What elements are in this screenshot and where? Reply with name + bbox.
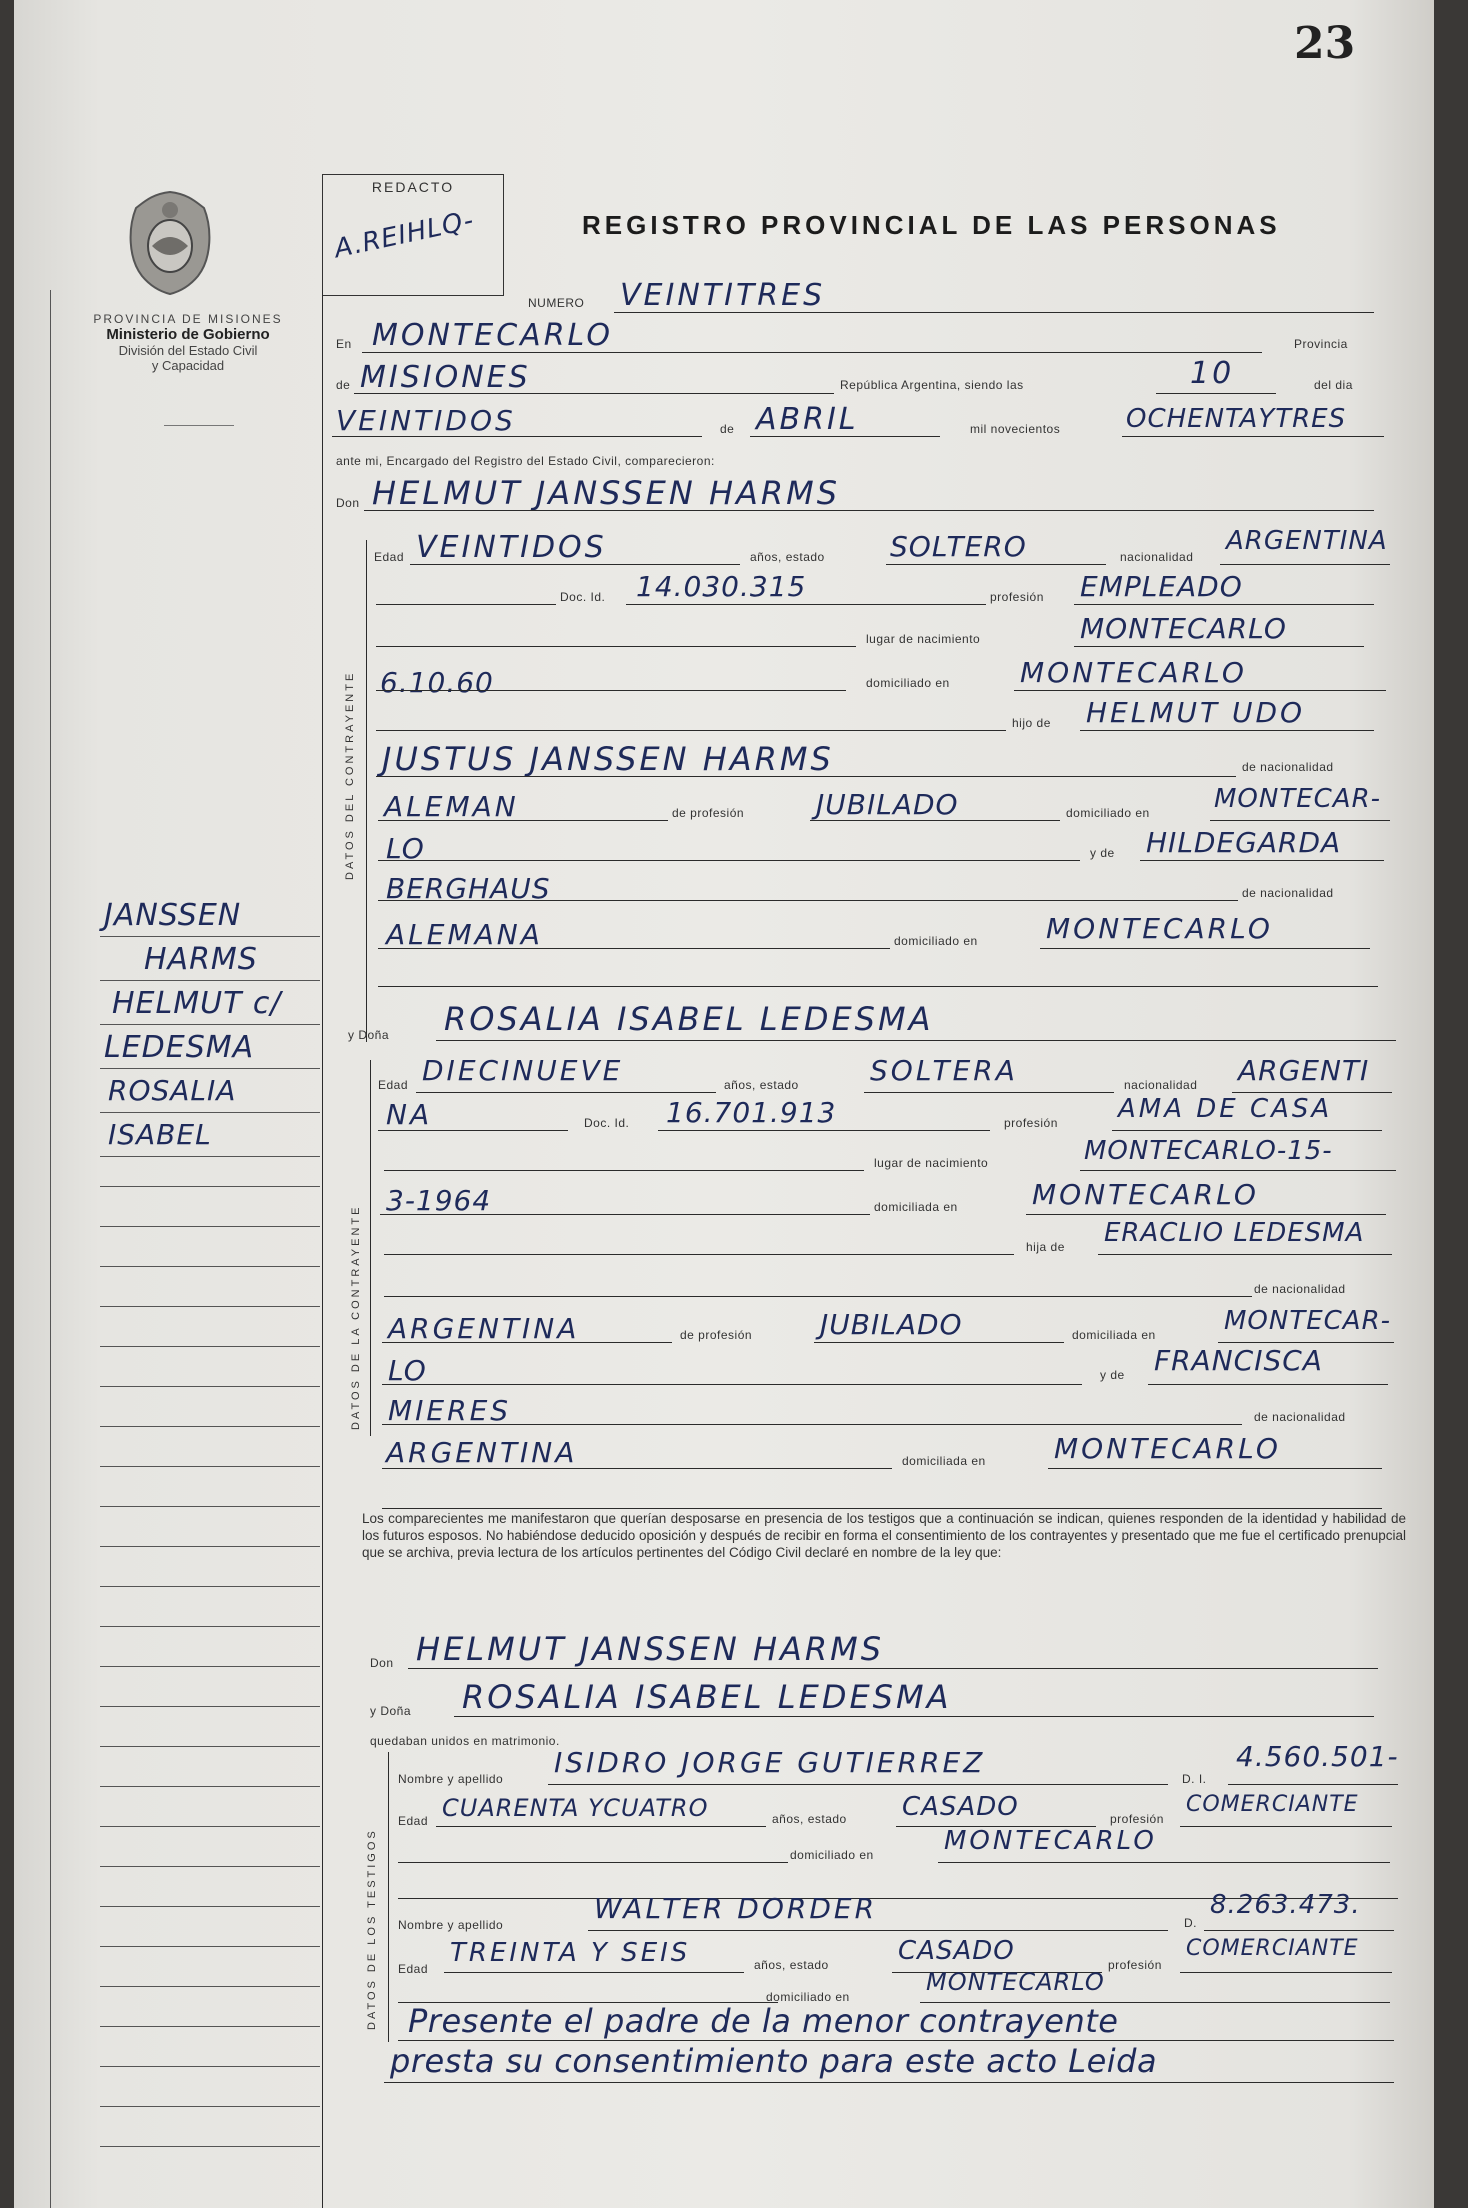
margin-note-line: ISABEL xyxy=(108,1118,212,1151)
contrayenta-fecha: 3-1964 xyxy=(386,1184,492,1217)
margin-rule xyxy=(100,1506,320,1507)
margin-note-line: HARMS xyxy=(144,942,258,977)
t2-edad-label: Edad xyxy=(398,1962,429,1976)
declaracion-parrafo: Los comparecientes me manifestaron que querían desposarse en presencia de los testigos que a continuación se indican, quienes responden de la identidad y habilidad de los futuros esposos. No habiéndose deducido oposición y después de recibir en forma el consentimiento de los contrayentes y presentado que me fue el certificado prenupcial que se archiva, previa lectura de los artículos pertinentes del Código Civil declaré en nombre de la ley que: xyxy=(362,1511,1406,1560)
contrayenta-nacionalidad-b: NA xyxy=(386,1098,433,1131)
margin-rule xyxy=(100,1226,320,1227)
contrayente-padre-b: JUSTUS JANSSEN HARMS xyxy=(382,740,834,778)
margin-rule xyxy=(100,1866,320,1867)
margin-rule xyxy=(100,1466,320,1467)
numero-value: VEINTITRES xyxy=(620,278,826,313)
c2-y-de-label: y de xyxy=(1100,1368,1125,1382)
c2-madre-nac-label: de nacionalidad xyxy=(1254,1410,1346,1424)
contrayenta-padre-dom-b: LO xyxy=(388,1354,427,1387)
margin-rule xyxy=(100,1112,320,1113)
margin-rule xyxy=(100,1986,320,1987)
republica-text: República Argentina, siendo las xyxy=(840,378,1024,392)
t2-anos-label: años, estado xyxy=(754,1958,829,1972)
decl-don: HELMUT JANSSEN HARMS xyxy=(416,1630,885,1668)
contrayente-madre-b: BERGHAUS xyxy=(386,872,551,905)
t1-nombre-label: Nombre y apellido xyxy=(398,1772,504,1786)
contrayenta-madre-b: MIERES xyxy=(388,1394,512,1427)
contrayente-padre-nac: ALEMAN xyxy=(384,790,519,823)
c2-doc-label: Doc. Id. xyxy=(584,1116,630,1130)
en-value: MONTECARLO xyxy=(372,318,613,353)
province-block xyxy=(54,312,322,373)
margin-rule xyxy=(100,1586,320,1587)
anio-value: OCHENTAYTRES xyxy=(1126,404,1347,434)
margin-rule xyxy=(100,1186,320,1187)
t2-edad: TREINTA Y SEIS xyxy=(450,1938,691,1968)
t2-domicilio: MONTECARLO xyxy=(926,1968,1105,1996)
t2-d-label: D. xyxy=(1184,1916,1197,1930)
margin-rule xyxy=(100,1266,320,1267)
y-de-label: y de xyxy=(1090,846,1115,860)
t1-edad-label: Edad xyxy=(398,1814,429,1828)
contrayenta-lugar: MONTECARLO-15- xyxy=(1084,1136,1333,1166)
margin-rule xyxy=(100,1666,320,1667)
t2-profesion: COMERCIANTE xyxy=(1186,1936,1359,1961)
margin-rule xyxy=(100,980,320,981)
province-line-4: y Capacidad xyxy=(151,358,225,373)
mil-label: mil novecientos xyxy=(970,422,1061,436)
contrayenta-madre-a: FRANCISCA xyxy=(1154,1344,1323,1377)
margin-rule xyxy=(100,2106,320,2107)
hijo-label: hijo de xyxy=(1012,716,1051,730)
contrayente-lugar: MONTECARLO xyxy=(1080,612,1287,645)
padre-prof-label: de profesión xyxy=(672,806,745,820)
decl-unidos: quedaban unidos en matrimonio. xyxy=(370,1734,560,1748)
margin-note-line: HELMUT c/ xyxy=(112,986,282,1021)
margin-note-line: JANSSEN xyxy=(104,898,242,933)
padre-dom-label: domiciliado en xyxy=(1066,806,1150,820)
margin-rule xyxy=(100,1946,320,1947)
t1-anos-label: años, estado xyxy=(772,1812,847,1826)
t1-edad: CUARENTA YCUATRO xyxy=(442,1794,709,1822)
nota-linea-2: presta su consentimiento para este acto Leida xyxy=(390,2042,1158,2080)
redacto-box xyxy=(322,174,504,296)
province-line-2: Ministerio de Gobierno xyxy=(106,326,270,343)
contrayenta-domicilio: MONTECARLO xyxy=(1032,1178,1259,1211)
decl-dona: ROSALIA ISABEL LEDESMA xyxy=(462,1678,952,1716)
contrayenta-profesion: AMA DE CASA xyxy=(1118,1094,1333,1124)
margin-rule xyxy=(100,1906,320,1907)
contrayente-padre-a: HELMUT UDO xyxy=(1086,696,1306,729)
nota-linea-1: Presente el padre de la menor contrayente xyxy=(408,2002,1119,2040)
padre-nac-label: de nacionalidad xyxy=(1242,760,1334,774)
provincia-label: Provincia xyxy=(1294,337,1348,351)
margin-rule xyxy=(100,1826,320,1827)
contrayente-nombre: HELMUT JANSSEN HARMS xyxy=(372,474,841,512)
page-number: 23 xyxy=(1294,18,1356,69)
contrayente-padre-dom-a: MONTECAR- xyxy=(1214,784,1382,814)
hija-label: hija de xyxy=(1026,1240,1065,1254)
t1-nombre: ISIDRO JORGE GUTIERREZ xyxy=(554,1746,986,1779)
t2-nombre-label: Nombre y apellido xyxy=(398,1918,504,1932)
de-label: de xyxy=(336,378,351,392)
t1-profesion: COMERCIANTE xyxy=(1186,1792,1359,1817)
doc-label: Doc. Id. xyxy=(560,590,606,604)
contrayente-madre-a: HILDEGARDA xyxy=(1146,826,1342,859)
t1-prof-label: profesión xyxy=(1110,1812,1164,1826)
contrayente-edad: VEINTIDOS xyxy=(416,530,607,565)
nac-label: nacionalidad xyxy=(1120,550,1194,564)
contrayente-side-label: DATOS DEL CONTRAYENTE xyxy=(344,670,356,880)
t2-nombre: WALTER DORDER xyxy=(594,1892,878,1925)
mes-value: ABRIL xyxy=(756,402,859,437)
c2-lugar-label: lugar de nacimiento xyxy=(874,1156,989,1170)
testigos-side-label: DATOS DE LOS TESTIGOS xyxy=(366,1828,378,2030)
coat-of-arms-icon xyxy=(122,188,218,298)
margin-rule xyxy=(100,1156,320,1157)
c2-dom-label: domiciliada en xyxy=(874,1200,958,1214)
margin-rule xyxy=(100,1426,320,1427)
edad-label: Edad xyxy=(374,550,405,564)
margin-rule xyxy=(100,1746,320,1747)
c2-madre-dom-label: domiciliada en xyxy=(902,1454,986,1468)
margin-rule xyxy=(100,1386,320,1387)
t2-doc: 8.263.473. xyxy=(1210,1890,1361,1920)
en-label: En xyxy=(336,337,352,351)
margin-rule xyxy=(100,1306,320,1307)
redacto-signature: A.REIHLQ- xyxy=(331,205,477,265)
contrayenta-side-label: DATOS DE LA CONTRAYENTE xyxy=(350,1204,362,1430)
numero-label: NUMERO xyxy=(528,296,585,310)
margin-rule xyxy=(100,1024,320,1025)
c2-padre-dom-label: domiciliada en xyxy=(1072,1328,1156,1342)
c2-anos-label: años, estado xyxy=(724,1078,799,1092)
madre-dom-label: domiciliado en xyxy=(894,934,978,948)
contrayenta-padre-nac: ARGENTINA xyxy=(388,1312,580,1345)
t2-dom-label: domiciliado en xyxy=(766,1990,850,2004)
contrayenta-padre-dom-a: MONTECAR- xyxy=(1224,1306,1392,1336)
margin-note-line: LEDESMA xyxy=(104,1030,255,1065)
dom-label: domiciliado en xyxy=(866,676,950,690)
don-label: Don xyxy=(336,496,360,510)
contrayenta-madre-dom: MONTECARLO xyxy=(1054,1432,1281,1465)
t1-domicilio: MONTECARLO xyxy=(944,1826,1157,1856)
prof-label: profesión xyxy=(990,590,1044,604)
province-line-1: PROVINCIA DE MISIONES xyxy=(93,312,283,326)
c2-padre-prof-label: de profesión xyxy=(680,1328,753,1342)
c2-nac-label: nacionalidad xyxy=(1124,1078,1198,1092)
contrayente-madre-nac: ALEMANA xyxy=(386,918,543,951)
c2-edad-label: Edad xyxy=(378,1078,409,1092)
contrayente-fecha: 6.10.60 xyxy=(380,666,494,699)
c2-padre-nac-label: de nacionalidad xyxy=(1254,1282,1346,1296)
register-title: REGISTRO PROVINCIAL DE LAS PERSONAS xyxy=(582,210,1281,240)
t1-dom-label: domiciliado en xyxy=(790,1848,874,1862)
margin-rule xyxy=(100,2066,320,2067)
anos-label: años, estado xyxy=(750,550,825,564)
lugar-label: lugar de nacimiento xyxy=(866,632,981,646)
margin-rule xyxy=(100,1706,320,1707)
t1-d-label: D. I. xyxy=(1182,1772,1207,1786)
contrayenta-doc: 16.701.913 xyxy=(666,1096,837,1129)
t2-estado: CASADO xyxy=(898,1936,1015,1966)
dia-value: VEINTIDOS xyxy=(336,404,516,437)
decl-don-label: Don xyxy=(370,1656,394,1670)
contrayenta-estado: SOLTERA xyxy=(870,1054,1018,1087)
del-dia-label: del dia xyxy=(1314,378,1353,392)
contrayente-domicilio: MONTECARLO xyxy=(1020,656,1247,689)
contrayenta-nombre: ROSALIA ISABEL LEDESMA xyxy=(444,1000,934,1038)
margin-rule xyxy=(100,936,320,937)
redacto-label: REDACTO xyxy=(371,179,455,195)
decl-dona-label: y Doña xyxy=(370,1704,412,1718)
contrayenta-edad: DIECINUEVE xyxy=(422,1054,624,1087)
margin-rule xyxy=(100,1786,320,1787)
dona-label: y Doña xyxy=(348,1028,390,1042)
t1-doc: 4.560.501- xyxy=(1236,1740,1399,1773)
contrayenta-padre-prof: JUBILADO xyxy=(820,1308,963,1341)
margin-rule xyxy=(100,1546,320,1547)
margin-rule xyxy=(100,1346,320,1347)
contrayente-padre-dom-b: LO xyxy=(386,832,425,865)
provincia-value: MISIONES xyxy=(360,360,531,395)
contrayente-profesion: EMPLEADO xyxy=(1080,570,1243,603)
contrayenta-madre-nac: ARGENTINA xyxy=(386,1436,578,1469)
contrayente-nacionalidad: ARGENTINA xyxy=(1226,526,1388,556)
margin-note xyxy=(64,898,324,1162)
margin-rule xyxy=(100,1626,320,1627)
ante-text: ante mi, Encargado del Registro del Estado Civil, comparecieron: xyxy=(336,454,715,468)
c2-prof-label: profesión xyxy=(1004,1116,1058,1130)
register-page xyxy=(14,0,1434,2208)
madre-nac-label: de nacionalidad xyxy=(1242,886,1334,900)
province-line-3: División del Estado Civil xyxy=(118,343,258,358)
contrayente-madre-dom: MONTECARLO xyxy=(1046,912,1273,945)
t1-estado: CASADO xyxy=(902,1792,1019,1822)
contrayente-estado: SOLTERO xyxy=(890,530,1027,563)
t2-prof-label: profesión xyxy=(1108,1958,1162,1972)
de-mes-label: de xyxy=(720,422,735,436)
margin-rule xyxy=(100,2026,320,2027)
margin-rule xyxy=(100,1068,320,1069)
contrayente-padre-prof: JUBILADO xyxy=(816,788,959,821)
hora-value: 10 xyxy=(1190,356,1235,391)
margin-rule xyxy=(100,2146,320,2147)
margin-note-line: ROSALIA xyxy=(108,1074,237,1107)
contrayenta-padre: ERACLIO LEDESMA xyxy=(1104,1218,1365,1248)
contrayenta-nacionalidad-a: ARGENTI xyxy=(1238,1054,1370,1087)
contrayente-doc: 14.030.315 xyxy=(636,570,807,603)
